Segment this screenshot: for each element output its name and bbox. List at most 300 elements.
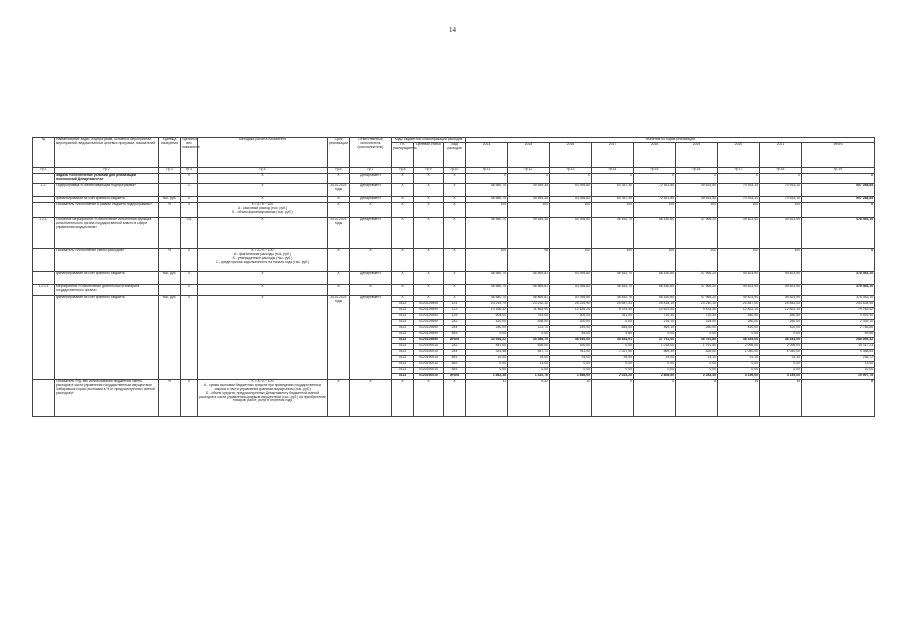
row-value: 0,00 xyxy=(592,343,634,349)
row-method xyxy=(198,248,328,271)
row-executor: X xyxy=(350,248,392,271)
row-code: X xyxy=(444,202,466,217)
row-code: 129 xyxy=(444,313,466,319)
row-number xyxy=(33,379,55,416)
row-value: 23,10 xyxy=(676,355,718,361)
row-unit: % xyxy=(159,379,181,416)
header-total: Итого xyxy=(802,142,875,167)
row-code: X xyxy=(444,173,466,183)
row-value: 49 823,90 xyxy=(718,271,760,284)
row-value: 47 965,20 xyxy=(676,295,718,301)
row-term: X xyxy=(328,284,350,295)
row-executor: Департамент xyxy=(350,217,392,248)
row-value: 378 463,10 xyxy=(802,284,875,295)
row-value: 331,48 xyxy=(466,349,508,355)
row-value: 0,00 xyxy=(676,361,718,367)
row-code: 852 xyxy=(444,361,466,367)
row-value: 10 xyxy=(550,379,592,416)
row-value: 4 591,90 xyxy=(802,313,875,319)
row-value: 24,00 xyxy=(550,355,592,361)
row-unit xyxy=(159,173,181,183)
table-row xyxy=(33,183,875,196)
row-value: 1 858,00 xyxy=(550,373,592,379)
row-value: 12 822,10 xyxy=(760,307,802,313)
row-value: 2 339,10 xyxy=(802,319,875,325)
row-name: Показатель «Уд. вес использования бюджетной сметы расходов в части управления государственным имуществом Хабаровского края (экономия в % от предусмотренных сметой расходов)» xyxy=(55,379,159,416)
row-value: 225,00 xyxy=(676,319,718,325)
row-value: 655,00 xyxy=(592,325,634,331)
row-value: 12 639,20 xyxy=(550,307,592,313)
row-value: 0,00 xyxy=(760,331,802,337)
row-value: 1 322,76 xyxy=(508,373,550,379)
row-value: 70 933,10 xyxy=(760,196,802,202)
row-method xyxy=(198,379,328,416)
row-executor: X xyxy=(350,379,392,416)
header-plan: Значения по годам реализации xyxy=(466,138,875,143)
row-code: X xyxy=(392,183,414,196)
row-executor: Департамент xyxy=(350,183,392,196)
row-value: 4,80 xyxy=(592,331,634,337)
row-weight: X xyxy=(181,196,198,202)
row-value: 8 xyxy=(676,379,718,416)
program-table xyxy=(32,137,874,417)
row-value: 53 395,80 xyxy=(550,295,592,301)
row-code: X xyxy=(414,196,444,202)
header-vr: Вид расходов xyxy=(444,142,466,167)
row-code: X xyxy=(392,379,414,416)
row-value: 100 xyxy=(550,248,592,271)
row-value: 9 433,40 xyxy=(676,307,718,313)
row-unit xyxy=(159,284,181,295)
row-executor: Департамент xyxy=(350,196,392,202)
row-value: 53 395,80 xyxy=(550,183,592,196)
method-line: Б - объем финансирования (тыс. руб.) xyxy=(232,209,293,214)
row-code: итого xyxy=(444,373,466,379)
row-value: 3 159,00 xyxy=(718,373,760,379)
row-value: 720,30 xyxy=(676,313,718,319)
row-code: X xyxy=(444,217,466,248)
row-number xyxy=(33,271,55,284)
row-value: 48 580,70 xyxy=(466,271,508,284)
row-value: 149,00 xyxy=(550,325,592,331)
row-value: 46 869,81 xyxy=(508,271,550,284)
row-value: 1 040,00 xyxy=(718,349,760,355)
row-code: X xyxy=(392,202,414,217)
row-code: X xyxy=(414,271,444,284)
row-code: X xyxy=(444,379,466,416)
method-line: А - кассовый расход (тыс. руб.) xyxy=(237,205,288,210)
row-value: 478 463,10 xyxy=(802,217,875,248)
row-value: X xyxy=(466,173,508,183)
row-value: 720,30 xyxy=(634,313,676,319)
row-unit xyxy=(159,183,181,196)
row-value: 49,80 xyxy=(802,331,875,337)
row-name: Мероприятие «Обеспечение деятельности аппарата государственного органа» xyxy=(55,284,159,295)
row-value: 636,00 xyxy=(508,343,550,349)
row-value: X xyxy=(760,173,802,183)
row-code: 0113 xyxy=(392,301,414,307)
row-value: 47 965,20 xyxy=(676,284,718,295)
row-code: X xyxy=(444,248,466,271)
row-method: X xyxy=(198,173,328,183)
row-value: 10,00 xyxy=(466,355,508,361)
header-gr-code: Гл. распорядитель xyxy=(392,142,414,167)
row-value: 53 395,80 xyxy=(550,284,592,295)
row-value: 25 229,90 xyxy=(550,301,592,307)
row-value: 0,00 xyxy=(592,367,634,373)
row-value: 1 662,48 xyxy=(466,373,508,379)
row-value: X xyxy=(592,173,634,183)
row-code: X xyxy=(392,248,414,271)
header-term: Срок реализации xyxy=(328,138,350,168)
row-value: 46 452,70 xyxy=(592,271,634,284)
row-value: 420,00 xyxy=(718,325,760,331)
row-value: 2 023,20 xyxy=(592,373,634,379)
row-number: 1.2.1.1 xyxy=(33,284,55,295)
row-value: 100 xyxy=(466,202,508,217)
header-weight: Удельный вес показателя xyxy=(181,138,198,168)
row-value: 23 215,70 xyxy=(466,301,508,307)
row-value: X xyxy=(550,173,592,183)
row-value: 204 634,40 xyxy=(802,301,875,307)
row-value: 236,72 xyxy=(802,355,875,361)
row-value: 2 766,80 xyxy=(802,325,875,331)
row-value: 11 xyxy=(466,379,508,416)
row-value: 100 xyxy=(676,248,718,271)
row-unit xyxy=(159,217,181,248)
page-number: 14 xyxy=(449,26,456,34)
row-value: 100 xyxy=(634,248,676,271)
column-number: гр.13 xyxy=(550,167,592,173)
row-weight: X xyxy=(181,202,198,217)
row-value: 38 444,00 xyxy=(760,337,802,343)
column-number: гр.18 xyxy=(760,167,802,173)
header-unit: Единица измерения xyxy=(159,138,181,168)
row-value: 100 xyxy=(634,202,676,217)
header-section: Целевая статья xyxy=(414,142,444,167)
row-value: 46 452,70 xyxy=(592,284,634,295)
row-name: Основное мероприятие «Обеспечение исполнения функций исполнительного органа государственной власти в сфере управления имуществом» xyxy=(55,217,159,248)
row-value: 35 466,70 xyxy=(508,337,550,343)
row-weight: 1 xyxy=(181,183,198,196)
column-number: гр.7 xyxy=(350,167,392,173)
row-value: 0,00 xyxy=(718,331,760,337)
row-number xyxy=(33,173,55,183)
row-code: 0120190010 xyxy=(414,361,444,367)
method-line: Б - объем средств, предусмотренных Департаменту бюджетной сметой расходов в части управления краевым имуществом (тыс. руб.) на приобретение товаров, работ, услуг в отчетном году xyxy=(199,390,326,403)
row-value: 320,00 xyxy=(550,319,592,325)
row-number xyxy=(33,295,55,379)
row-value: 5,32 xyxy=(508,379,550,416)
row-value: 46 452,70 xyxy=(592,295,634,301)
row-code: 853 xyxy=(444,331,466,337)
row-value: 280,00 xyxy=(676,325,718,331)
method-line: К = А / Б * 100 xyxy=(251,247,274,252)
row-value: 0 xyxy=(592,379,634,416)
row-value: 58 430,80 xyxy=(634,284,676,295)
row-value: 0,00 xyxy=(592,361,634,367)
row-term: X xyxy=(328,196,350,202)
row-value: 100 xyxy=(550,202,592,217)
row-executor: Департамент xyxy=(350,295,392,379)
method-line: K = A / Б * 100 xyxy=(251,378,274,383)
row-value: 49 649,35 xyxy=(508,183,550,196)
row-name: Показатель «Исполнение сметы расходов» xyxy=(55,248,159,271)
row-value: 841,00 xyxy=(466,343,508,349)
row-value: 49 649,35 xyxy=(508,217,550,248)
row-code: X xyxy=(392,295,414,301)
row-value: 2 095,00 xyxy=(718,343,760,349)
row-value: 48 580,70 xyxy=(466,295,508,301)
row-value: 35 751,80 xyxy=(676,337,718,343)
row-value: 35 834,91 xyxy=(592,337,634,343)
row-value: 70 933,10 xyxy=(718,183,760,196)
row-method: X xyxy=(198,284,328,295)
table-row xyxy=(33,271,875,284)
row-code: X xyxy=(392,217,414,248)
row-value: 48 580,70 xyxy=(466,284,508,295)
row-value: 79 763,52 xyxy=(802,307,875,313)
row-code: 0113 xyxy=(392,325,414,331)
row-weight: X xyxy=(181,295,198,379)
row-code: X xyxy=(444,183,466,196)
row-value: 53 395,80 xyxy=(550,196,592,202)
row-value: 38 939,00 xyxy=(550,337,592,343)
row-value: 24 842,00 xyxy=(760,301,802,307)
row-value: 98 xyxy=(508,248,550,271)
row-term: X xyxy=(328,202,350,217)
header-year: 2015 xyxy=(508,142,550,167)
row-method: X xyxy=(198,295,328,379)
row-number: 1.2. xyxy=(33,183,55,196)
header-method: Методика расчета показателя xyxy=(198,138,328,168)
table-row xyxy=(33,248,875,271)
row-value: 58 430,80 xyxy=(634,271,676,284)
row-value: 49 614,50 xyxy=(676,183,718,196)
row-value: 47 965,20 xyxy=(676,271,718,284)
row-unit: % xyxy=(159,202,181,217)
row-value: 100 xyxy=(466,248,508,271)
row-value: 13,00 xyxy=(508,361,550,367)
header-year: 2018 xyxy=(634,142,676,167)
row-executor: Департамент xyxy=(350,271,392,284)
row-code: X xyxy=(444,196,466,202)
row-value: 58 430,80 xyxy=(634,295,676,301)
row-code: 0113 xyxy=(392,373,414,379)
row-value: 100 xyxy=(592,202,634,217)
row-value: 100 xyxy=(760,248,802,271)
row-weight: 0,6 xyxy=(181,217,198,248)
row-value: 13,00 xyxy=(802,361,875,367)
row-value: 46 452,70 xyxy=(592,217,634,248)
row-unit: % xyxy=(159,248,181,271)
row-value: 276,10 xyxy=(634,319,676,325)
row-code: 0120190010 xyxy=(414,343,444,349)
row-code: X xyxy=(444,271,466,284)
row-value: 280,00 xyxy=(718,319,760,325)
row-code: 0113 xyxy=(392,337,414,343)
row-value: 288 955,42 xyxy=(802,337,875,343)
row-code: X xyxy=(414,202,444,217)
row-value: 100 xyxy=(718,202,760,217)
row-value: 53 395,80 xyxy=(550,217,592,248)
row-code: 851 xyxy=(444,355,466,361)
row-code: X xyxy=(414,183,444,196)
row-code: 244 xyxy=(444,325,466,331)
row-code: X xyxy=(392,284,414,295)
row-value: 45,00 xyxy=(550,331,592,337)
row-name: финансирование за счет краевого бюджета xyxy=(55,271,159,284)
row-value: 100 xyxy=(676,202,718,217)
header-year: 2020 xyxy=(718,142,760,167)
row-method: X xyxy=(198,217,328,248)
column-number: гр.4 xyxy=(181,167,198,173)
row-value: 1 791,50 xyxy=(676,343,718,349)
row-value: 469,10 xyxy=(634,325,676,331)
method-line: k = A / Б * 100 xyxy=(251,201,274,206)
row-value: X xyxy=(802,173,875,183)
row-value: 100 xyxy=(508,202,550,217)
method-line: С - кредиторская задолженность на начало года (тыс. руб.) xyxy=(215,259,310,264)
row-value: 12 822,10 xyxy=(718,307,760,313)
row-code: 0120190010 xyxy=(414,355,444,361)
row-code: 0120190010 xyxy=(414,373,444,379)
row-value: 0,00 xyxy=(676,367,718,373)
row-name: Задача «Обеспечение условий для реализации полномочий Департамента» xyxy=(55,173,159,183)
header-year: 2021 xyxy=(760,142,802,167)
column-number: гр.2 xyxy=(55,167,159,173)
row-term: 2014-2021 годы xyxy=(328,183,350,196)
row-value: 34 916,22 xyxy=(466,337,508,343)
row-method: X xyxy=(198,271,328,284)
row-value: 311,00 xyxy=(592,313,634,319)
row-unit: тыс. руб. xyxy=(159,196,181,202)
row-value: 100 xyxy=(718,248,760,271)
row-method: X xyxy=(198,183,328,196)
method-line: А - фактические расходы (тыс. руб.) xyxy=(233,251,292,256)
row-code: 0120129690 xyxy=(414,307,444,313)
table-row xyxy=(33,202,875,217)
row-code: X xyxy=(392,173,414,183)
row-value: 63 357,30 xyxy=(592,183,634,196)
row-value: 0,00 xyxy=(550,367,592,373)
row-value: 280,00 xyxy=(760,319,802,325)
row-value: 2 095,00 xyxy=(760,343,802,349)
row-value: 15 xyxy=(760,379,802,416)
row-term: 2014-2021 годы xyxy=(328,295,350,379)
row-value: X xyxy=(802,202,875,217)
column-number: гр.1 xyxy=(33,167,55,173)
row-value: 2 808,50 xyxy=(634,373,676,379)
row-value: 1 040,00 xyxy=(760,349,802,355)
row-code: 0113 xyxy=(392,307,414,313)
row-value: 100 xyxy=(760,202,802,217)
row-value: 0,00 xyxy=(760,361,802,367)
row-value: X xyxy=(508,173,550,183)
row-code: X xyxy=(414,295,444,301)
row-value: 9 375,40 xyxy=(592,307,634,313)
row-value: 9 488,53 xyxy=(802,349,875,355)
row-value: 49 823,90 xyxy=(718,284,760,295)
row-name: Подпрограмма «Обеспечивающая подпрограмма» xyxy=(55,183,159,196)
header-codes: Коды бюджетной классификации расходов xyxy=(392,138,466,143)
row-code: 0120129690 xyxy=(414,319,444,325)
row-code: X xyxy=(392,271,414,284)
row-name: финансирование за счет краевого бюджета xyxy=(55,295,159,379)
method-line: Б - утвержденные расходы (тыс. руб.) xyxy=(232,255,293,260)
row-value: X xyxy=(718,173,760,183)
row-number: 1.2.1. xyxy=(33,217,55,248)
row-value: 25 418,10 xyxy=(634,301,676,307)
row-code: 0113 xyxy=(392,343,414,349)
row-value: 38 444,00 xyxy=(718,337,760,343)
row-value: 48 580,70 xyxy=(466,196,508,202)
row-unit: тыс. руб. xyxy=(159,295,181,379)
row-value: 0,00 xyxy=(466,367,508,373)
column-number: гр.15 xyxy=(634,167,676,173)
row-value: 0,00 xyxy=(676,331,718,337)
row-code: 0120129690 xyxy=(414,301,444,307)
row-code: 0113 xyxy=(392,361,414,367)
row-code: X xyxy=(414,217,444,248)
row-term: X xyxy=(328,379,350,416)
row-value: 826,00 xyxy=(676,349,718,355)
row-code: 0113 xyxy=(392,331,414,337)
row-value: 538,00 xyxy=(508,319,550,325)
row-value: 72 811,80 xyxy=(634,196,676,202)
row-unit: тыс. руб. xyxy=(159,271,181,284)
row-code: X xyxy=(414,173,444,183)
header-name: Наименование задач, подпрограмм, основных мероприятий, мероприятий, ведомственных целевых программ, показателей xyxy=(55,138,159,168)
row-code: 0120129690 xyxy=(414,331,444,337)
row-value: 11 662,90 xyxy=(508,307,550,313)
row-value: 0,00 xyxy=(466,361,508,367)
row-value: 58 430,80 xyxy=(634,217,676,248)
row-code: 0120129690 xyxy=(414,313,444,319)
row-value: 0,00 xyxy=(508,367,550,373)
row-value: 604,00 xyxy=(466,313,508,319)
row-code: 0120190010 xyxy=(414,367,444,373)
row-value: 53 395,80 xyxy=(550,271,592,284)
method-line: А - сумма экономии бюджетных средств при проведении государственных закупок в части управления краевым имуществом (тыс. руб.) xyxy=(203,382,322,391)
row-number xyxy=(33,248,55,271)
row-value: 49 823,90 xyxy=(718,217,760,248)
row-code: X xyxy=(392,196,414,202)
row-value: 0,00 xyxy=(550,361,592,367)
header-year: 2014 xyxy=(466,142,508,167)
column-number: гр.16 xyxy=(676,167,718,173)
table-row xyxy=(33,379,875,416)
row-code: X xyxy=(444,284,466,295)
row-value: 920,00 xyxy=(550,343,592,349)
header-executor: Ответственный исполнитель (соисполнитель) xyxy=(350,138,392,168)
row-value: 25 647,41 xyxy=(592,301,634,307)
row-value: 24 847,00 xyxy=(718,301,760,307)
row-value: 911,00 xyxy=(550,349,592,355)
row-weight: X xyxy=(181,248,198,271)
table-row xyxy=(33,284,875,295)
row-value: 3 159,00 xyxy=(760,373,802,379)
row-value: 10 166,32 xyxy=(466,307,508,313)
row-term: 2014-2021 годы xyxy=(328,217,350,248)
row-value: 37 751,00 xyxy=(634,337,676,343)
row-value: 378 463,10 xyxy=(802,271,875,284)
row-code: 0113 xyxy=(392,319,414,325)
row-number xyxy=(33,202,55,217)
row-value: 25,00 xyxy=(508,355,550,361)
row-value: 420,00 xyxy=(466,319,508,325)
row-value: 763,00 xyxy=(508,313,550,319)
